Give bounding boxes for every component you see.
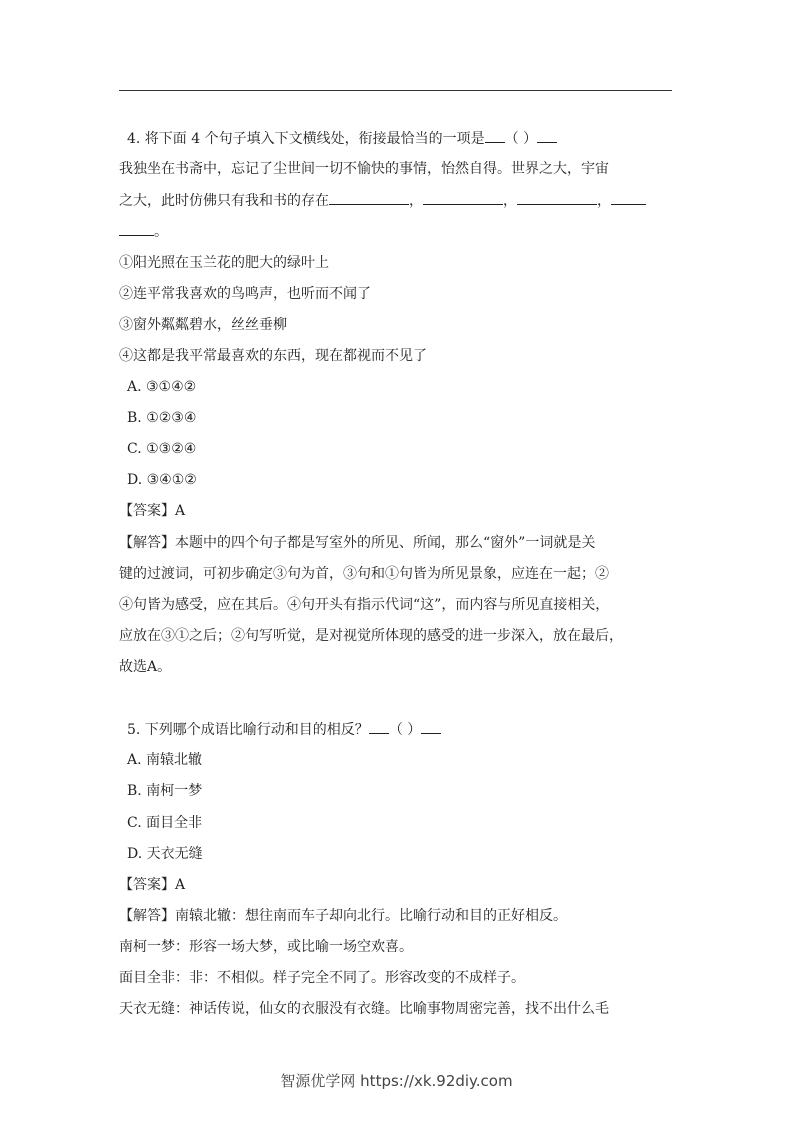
q4-fill-blank-2 (423, 190, 503, 205)
q5-option-a: A. 南辕北辙 (127, 752, 203, 768)
q4-fill-blank-4b (119, 221, 154, 236)
q4-blank-after (537, 128, 557, 143)
q5-stem-text: 5. 下列哪个成语比喻行动和目的相反？ (127, 722, 369, 738)
q4-comma-1: ， (409, 193, 423, 209)
q5-option-b: B. 南柯一梦 (127, 783, 203, 799)
q4-stem-text: 4. 将下面 4 个句子填入下文横线处，衔接最恰当的一项是 (127, 131, 485, 147)
q5-explanation-line4: 天衣无缝：神话传说，仙女的衣服没有衣缝。比喻事物周密完善，找不出什么毛 (119, 1001, 609, 1017)
q4-comma-2: ， (503, 193, 517, 209)
q5-option-d: D. 天衣无缝 (127, 846, 203, 862)
header-rule (119, 90, 672, 91)
q4-fill-blank-3 (517, 190, 597, 205)
q4-period: 。 (154, 224, 168, 240)
q4-option-a: A. ③①④② (127, 379, 197, 395)
q4-paren: （ ） (504, 131, 538, 147)
q5-paren: （ ） (388, 722, 422, 738)
q5-blank-before (369, 719, 389, 734)
q5-option-c: C. 面目全非 (127, 815, 203, 831)
q4-stem (127, 128, 687, 149)
q4-passage-text: 之大，此时仿佛只有我和书的存在 (119, 193, 329, 209)
q4-explanation-line3: ④句皆为感受，应在其后。④句开头有指示代词“这”，而内容与所见直接相关， (119, 597, 610, 613)
q4-option-d: D. ③④①② (127, 472, 197, 488)
q4-sentence-1: ①阳光照在玉兰花的肥大的绿叶上 (119, 255, 329, 271)
q4-fill-blank-4a (611, 190, 646, 205)
q4-passage-line3 (119, 221, 679, 242)
q4-blank-before (485, 128, 505, 143)
q5-explanation-line2: 南柯一梦：形容一场大梦，或比喻一场空欢喜。 (119, 939, 413, 955)
q5-explanation-line3: 面目全非：非：不相似。样子完全不同了。形容改变的不成样子。 (119, 970, 525, 986)
q4-sentence-3: ③窗外粼粼碧水，丝丝垂柳 (119, 317, 287, 333)
q4-passage-line2 (119, 190, 679, 211)
q4-explanation-line5: 故选A。 (119, 659, 172, 675)
q5-stem (127, 719, 687, 740)
q4-comma-3: ， (597, 193, 611, 209)
q4-explanation-line1: 【解答】本题中的四个句子都是写室外的所见、所闻，那么“窗外”一词就是关 (119, 535, 596, 551)
q5-explanation-line1: 【解答】南辕北辙：想往南而车子却向北行。比喻行动和目的正好相反。 (119, 908, 567, 924)
q4-answer: 【答案】A (119, 503, 186, 519)
q4-option-b: B. ①②③④ (127, 410, 197, 426)
q4-option-c: C. ①③②④ (127, 441, 197, 457)
q4-sentence-4: ④这都是我平常最喜欢的东西，现在都视而不见了 (119, 348, 427, 364)
q4-explanation-line2: 键的过渡词，可初步确定③句为首，③句和①句皆为所见景象，应连在一起；② (119, 566, 609, 582)
q4-fill-blank-1 (329, 190, 409, 205)
q5-blank-after (421, 719, 441, 734)
page-footer-watermark: 智源优学网 https://xk.92diy.com (280, 1072, 513, 1090)
q5-answer: 【答案】A (119, 877, 186, 893)
q4-sentence-2: ②连平常我喜欢的鸟鸣声，也听而不闻了 (119, 286, 371, 302)
q4-passage-line1: 我独坐在书斋中，忘记了尘世间一切不愉快的事情，怡然自得。世界之大，宇宙 (119, 161, 609, 177)
q4-explanation-line4: 应放在③①之后；②句写听觉，是对视觉所体现的感受的进一步深入，放在最后， (119, 628, 623, 644)
